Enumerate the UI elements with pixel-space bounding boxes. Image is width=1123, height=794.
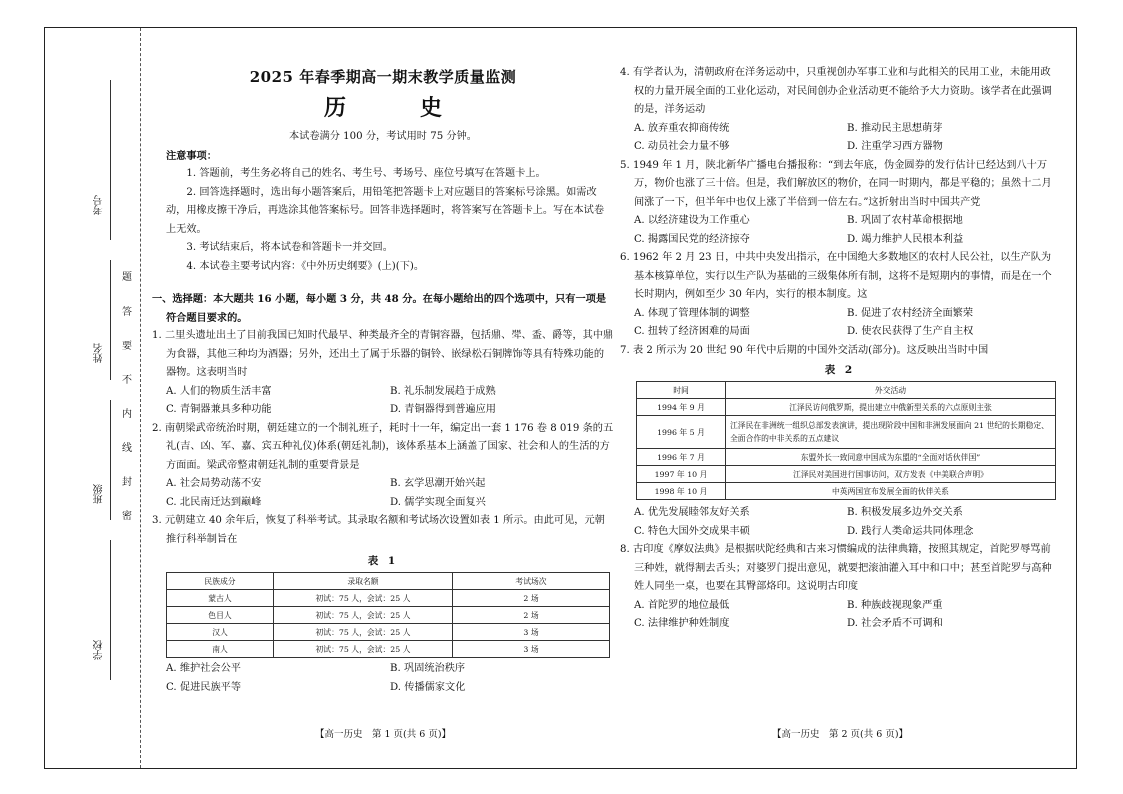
table-cell: 东盟外长一致同意中国成为东盟的“全面对话伙伴国” <box>726 449 1056 466</box>
q7-option-a[interactable]: A. 优先发展睦邻友好关系 <box>634 507 750 518</box>
table1-header-row <box>167 573 610 590</box>
table1-caption: 表 1 <box>367 555 399 567</box>
table-cell: 1998 年 10 月 <box>637 483 726 500</box>
q7-stem: 7. 表 2 所示为 20 世纪 90 年代中后期的中国外交活动(部分)。这反映出当时中国 <box>620 344 989 356</box>
q7-option-d[interactable]: D. 践行人类命运共同体理念 <box>847 525 974 537</box>
q6-option-d[interactable]: D. 使农民获得了生产自主权 <box>847 326 974 337</box>
fill-line-2 <box>110 260 111 380</box>
q3-stem: 3. 元朝建立 40 余年后，恢复了科举考试。其录取名额和考试场次设置如表 1 所示。由此可见，元朝推行科举制旨在 <box>152 515 605 545</box>
q1-stem: 1. 二里头遗址出土了目前我国已知时代最早、种类最齐全的青铜容器，包括鼎、斝、盉、爵等，其中鼎为食器，其他三种均为酒器；另外，还出土了属于乐器的铜铃、嵌绿松石铜牌饰等具有特殊功能的器物。这表明当时 <box>152 330 614 378</box>
q8-option-d[interactable]: D. 社会矛盾不可调和 <box>847 618 943 629</box>
q2-option-d[interactable]: D. 儒学实现全面复兴 <box>390 496 486 508</box>
table-cell: 蒙古人 <box>167 590 274 607</box>
exam-info: 本试卷满分 100 分，考试用时 75 分钟。 <box>289 131 477 142</box>
q5-option-c[interactable]: C. 揭露国民党的经济掠夺 <box>634 233 750 245</box>
q8-option-b[interactable]: B. 种族歧视现象严重 <box>847 599 943 611</box>
footer-page-1: 【高一历史 第 1 页(共 6 页)】 <box>314 729 452 740</box>
exam-title: 2025 年春季期高一期末教学质量监测 <box>249 68 517 86</box>
table-cell: 江泽民访问俄罗斯，提出建立中俄新型关系的六点原则主张 <box>726 399 1056 416</box>
table-cell: 1994 年 9 月 <box>637 399 726 416</box>
q6-options <box>620 305 1060 342</box>
table-row <box>637 399 1056 416</box>
table-row <box>167 607 610 624</box>
q6-stem: 6. 1962 年 2 月 23 日，中共中央发出指示，在中国绝大多数地区的农村人民公社，以生产队为基本核算单位，实行以生产队为基础的三级集体所有制，这将不是短期内的事情，而是在一个长时期内，例如至少 30 年内，实行的根本制度。这 <box>620 252 1052 300</box>
q3-option-a[interactable]: A. 维护社会公平 <box>166 663 241 674</box>
right-page <box>620 0 1060 634</box>
subject-title: 历 史 <box>323 95 468 121</box>
label-xingming: 姓名 <box>94 343 105 363</box>
fill-line-1 <box>110 80 111 240</box>
seal-char-1: 题 <box>122 272 132 283</box>
table-cell: 江泽民在非洲统一组织总部发表演讲，提出现阶段中国和非洲发展面向 21 世纪的长期稳定、全面合作的中非关系的五点建议 <box>726 416 1056 449</box>
table-row <box>637 483 1056 500</box>
q3-option-b[interactable]: B. 巩固统治秩序 <box>390 663 466 674</box>
q2-option-a[interactable]: A. 社会局势动荡不安 <box>166 478 262 489</box>
seal-char-8: 密 <box>122 511 132 522</box>
q2-options <box>152 475 614 512</box>
q5-option-b[interactable]: B. 巩固了农村革命根据地 <box>847 215 963 226</box>
q8-option-c[interactable]: C. 法律维护种姓制度 <box>634 618 730 629</box>
table-cell: 3 场 <box>453 624 610 641</box>
table1-header: 录取名额 <box>274 573 453 590</box>
q3-option-c[interactable]: C. 促进民族平等 <box>166 681 242 693</box>
table-cell: 1997 年 10 月 <box>637 466 726 483</box>
q1-option-d[interactable]: D. 青铜器得到普遍应用 <box>390 404 496 415</box>
seal-char-4: 不 <box>122 375 132 386</box>
label-xuexiao: 学校 <box>94 640 105 660</box>
table-row <box>167 641 610 658</box>
q7-options <box>620 504 1060 541</box>
q4-options <box>620 120 1060 157</box>
table-cell: 2 场 <box>453 607 610 624</box>
q1-options <box>152 383 614 420</box>
q7-option-c[interactable]: C. 特色大国外交成果丰硕 <box>634 525 750 537</box>
notice-item-4: 4. 本试卷主要考试内容：《中外历史纲要》(上)(下)。 <box>186 260 425 272</box>
seal-line <box>140 28 141 768</box>
table-cell: 初试：75 人，会试：25 人 <box>274 641 453 658</box>
notice-heading: 注意事项： <box>166 149 217 162</box>
table-cell: 汉人 <box>167 624 274 641</box>
notice-item-3: 3. 考试结束后，将本试卷和答题卡一并交回。 <box>186 242 393 253</box>
section1-heading: 一、选择题：本大题共 16 小题，每小题 3 分，共 48 分。在每小题给出的四个选项中，只有一项是符合题目要求的。 <box>152 293 607 324</box>
fill-line-4 <box>110 540 111 680</box>
footer-page-2: 【高一历史 第 2 页(共 6 页)】 <box>771 729 909 740</box>
table-row <box>167 624 610 641</box>
q2-option-c[interactable]: C. 北民南迁达到巅峰 <box>166 496 262 508</box>
table-row <box>637 466 1056 483</box>
q1-option-a[interactable]: A. 人们的物质生活丰富 <box>166 385 272 397</box>
q8-stem: 8. 古印度《摩奴法典》是根据吠陀经典和古来习惯编成的法律典籍，按照其规定，首陀罗辱骂前三种姓，就得割去舌头；对婆罗门提出意见，就要把滚油灌入耳中和口中；甚至首陀罗与高种姓人同坐一桌，也要在其臀部烙印。这说明古印度 <box>620 544 1052 592</box>
q5-option-a[interactable]: A. 以经济建设为工作重心 <box>634 215 750 226</box>
label-kaohao: 考号 <box>94 195 105 215</box>
table-cell: 初试：75 人，会试：25 人 <box>274 607 453 624</box>
table1 <box>166 572 610 658</box>
table1-header: 考试场次 <box>453 573 610 590</box>
table-cell: 3 场 <box>453 641 610 658</box>
seal-char-6: 线 <box>122 443 132 454</box>
fill-line-3 <box>110 400 111 520</box>
table2-caption: 表 2 <box>824 364 856 376</box>
q8-options <box>620 597 1060 634</box>
table-cell: 南人 <box>167 641 274 658</box>
table-cell: 1996 年 7 月 <box>637 449 726 466</box>
q1-option-c[interactable]: C. 青铜器兼具多种功能 <box>166 404 272 415</box>
q4-option-a[interactable]: A. 放弃重农抑商传统 <box>634 122 730 134</box>
table2-header: 时间 <box>637 382 726 399</box>
q6-option-c[interactable]: C. 扭转了经济困难的局面 <box>634 326 750 337</box>
seal-char-3: 要 <box>122 341 132 352</box>
seal-char-2: 答 <box>122 307 132 318</box>
q7-option-b[interactable]: B. 积极发展多边外交关系 <box>847 507 963 518</box>
q4-option-c[interactable]: C. 动员社会力量不够 <box>634 141 730 152</box>
left-page <box>152 0 614 697</box>
q1-option-b[interactable]: B. 礼乐制发展趋于成熟 <box>390 385 496 397</box>
q5-option-d[interactable]: D. 竭力维护人民根本利益 <box>847 233 964 245</box>
table-row <box>637 449 1056 466</box>
q3-option-d[interactable]: D. 传播儒家文化 <box>390 681 466 693</box>
label-banji: 班级 <box>94 484 105 504</box>
notice-item-2: 2. 回答选择题时，选出每小题答案后，用铅笔把答题卡上对应题目的答案标号涂黑。如需改动，用橡皮擦干净后，再选涂其他答案标号。回答非选择题时，将答案写在答题卡上。写在本试卷上无效。 <box>166 186 605 235</box>
q5-stem: 5. 1949 年 1 月，陕北新华广播电台播报称：“到去年底，伪金圆券的发行估计已经达到八十万万，物价也涨了三十倍。但是，我们解放区的物价，在同一时期内，都是平稳的；虽然十二月间涨了一下，但半年中也仅上涨了半倍到一倍左右。”这折射出当时中国共产党 <box>620 159 1052 208</box>
table-cell: 1996 年 5 月 <box>637 416 726 449</box>
q6-option-b[interactable]: B. 促进了农村经济全面繁荣 <box>847 307 974 319</box>
q5-options <box>620 212 1060 249</box>
table2-header: 外交活动 <box>726 382 1056 399</box>
q4-option-d[interactable]: D. 注重学习西方器物 <box>847 141 943 152</box>
table-row <box>167 590 610 607</box>
table-cell: 中英两国宣布发展全面的伙伴关系 <box>726 483 1056 500</box>
table-cell: 江泽民对美国进行国事访问，双方发表《中美联合声明》 <box>726 466 1056 483</box>
notice-item-1: 1. 答题前，考生务必将自己的姓名、考生号、考场号、座位号填写在答题卡上。 <box>186 168 546 179</box>
q2-option-b[interactable]: B. 玄学思潮开始兴起 <box>390 478 486 489</box>
q6-option-a[interactable]: A. 体现了管理体制的调整 <box>634 307 750 319</box>
table-row <box>637 416 1056 449</box>
q4-stem: 4. 有学者认为，清朝政府在洋务运动中，只重视创办军事工业和与此相关的民用工业，未能用政权的力量开展全面的工业化运动，对民间创办企业活动更不能给予大力资助。该学者在此强调的是，洋务运动 <box>620 67 1052 115</box>
table-cell: 色目人 <box>167 607 274 624</box>
q4-option-b[interactable]: B. 推动民主思想萌芽 <box>847 122 943 134</box>
table-cell: 初试：75 人，会试：25 人 <box>274 590 453 607</box>
table2-header-row <box>637 382 1056 399</box>
seal-char-7: 封 <box>122 477 132 488</box>
q8-option-a[interactable]: A. 首陀罗的地位最低 <box>634 599 730 611</box>
q3-options <box>152 660 614 697</box>
table-cell: 初试：75 人，会试：25 人 <box>274 624 453 641</box>
table2 <box>636 381 1056 500</box>
table1-header: 民族成分 <box>167 573 274 590</box>
seal-char-5: 内 <box>122 409 132 420</box>
table-cell: 2 场 <box>453 590 610 607</box>
q2-stem: 2. 南朝梁武帝统治时期，朝廷建立的一个制礼班子，耗时十一年，编定出一套 1 176 卷 8 019 条的五礼(吉、凶、军、嘉、宾五种礼仪)体系(朝廷礼制)，该体系基本上涵盖了国家、社会和人的生活的方方面面。梁武帝整肃朝廷礼制的重要背景是 <box>152 422 614 471</box>
